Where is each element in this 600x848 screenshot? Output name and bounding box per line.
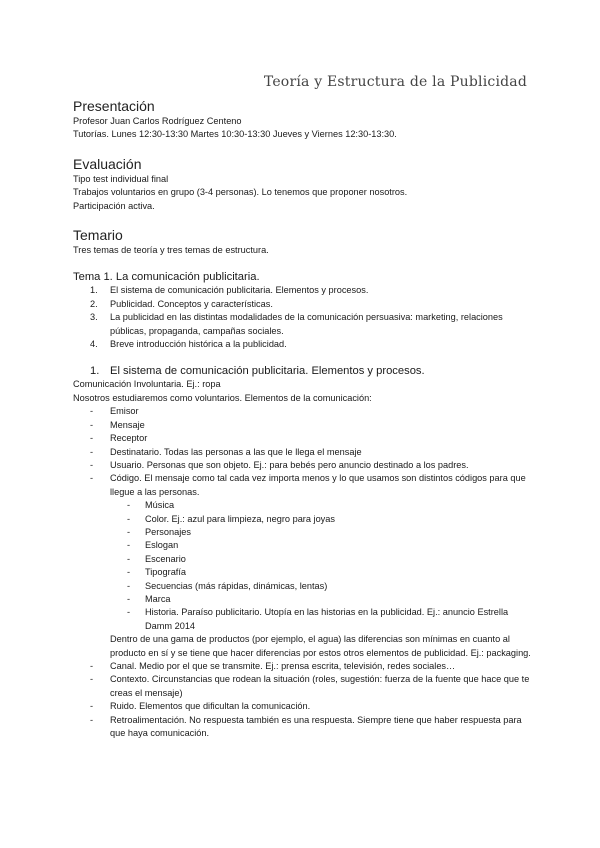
list-item	[73, 539, 533, 552]
item-number: 4.	[90, 339, 98, 350]
list-item	[73, 405, 533, 418]
item-text: Publicidad. Conceptos y características.	[110, 298, 273, 309]
tema-items-list	[73, 284, 533, 351]
list-item	[73, 446, 533, 459]
section-line: Comunicación Involuntaria. Ej.: ropa	[73, 379, 221, 390]
list-item	[73, 513, 533, 526]
section-title-text: El sistema de comunicación publicitaria. Elementos y procesos.	[110, 365, 425, 378]
dash-bullet: -	[127, 607, 131, 618]
section-title	[73, 364, 533, 378]
list-item	[73, 499, 533, 512]
list-item	[73, 673, 533, 700]
list-item	[73, 472, 533, 499]
item-text: Mensaje	[110, 419, 145, 430]
section-number: 1.	[90, 365, 100, 378]
item-text: Emisor	[110, 406, 139, 417]
item-text: Color. Ej.: azul para limpieza, negro para joyas	[145, 513, 335, 524]
dash-bullet: -	[127, 567, 131, 578]
dash-bullet: -	[127, 526, 131, 537]
item-text: Historia. Paraíso publicitario. Utopía en las historias en la publicidad. Ej.: anuncio Estrella Damm 2014	[145, 607, 509, 631]
dash-bullet: -	[90, 419, 94, 430]
dash-bullet: -	[90, 433, 94, 444]
list-item	[73, 284, 533, 297]
tema-title: Tema 1. La comunicación publicitaria.	[73, 271, 260, 284]
item-text: Destinatario. Todas las personas a las que le llega el mensaje	[110, 446, 362, 457]
dash-bullet: -	[90, 714, 94, 725]
evaluacion-line: Participación activa.	[73, 200, 155, 211]
dash-bullet: -	[127, 580, 131, 591]
dash-bullet: -	[127, 513, 131, 524]
dash-bullet: -	[127, 553, 131, 564]
list-item	[73, 298, 533, 311]
document-body	[73, 97, 533, 740]
list-item	[73, 580, 533, 593]
item-text: Receptor	[110, 433, 148, 444]
item-text: Tipografía	[145, 567, 187, 578]
dash-bullet: -	[127, 540, 131, 551]
item-text: Música	[145, 500, 175, 511]
item-text: Usuario. Personas que son objeto. Ej.: para bebés pero anuncio destinado a los padres.	[110, 459, 469, 470]
list-item	[73, 660, 533, 673]
list-item	[73, 311, 533, 338]
item-text: Ruido. Elementos que dificultan la comunicación.	[110, 701, 311, 712]
item-text: Personajes	[145, 526, 191, 537]
dash-bullet: -	[90, 446, 94, 457]
evaluacion-line: Trabajos voluntarios en grupo (3-4 personas). Lo tenemos que proponer nosotros.	[73, 187, 408, 198]
list-item	[73, 593, 533, 606]
codigos-list	[73, 499, 533, 633]
item-text: Eslogan	[145, 540, 179, 551]
item-text: Retroalimentación. No respuesta también es una respuesta. Siempre tiene que haber respuesta para que haya comunicación.	[110, 714, 522, 739]
list-item	[73, 606, 533, 633]
presentacion-line: Profesor Juan Carlos Rodríguez Centeno	[73, 116, 242, 126]
dash-bullet: -	[90, 459, 94, 470]
list-item	[73, 566, 533, 579]
document-header-title: Teoría y Estructura de la Publicidad	[263, 74, 527, 90]
evaluacion-line: Tipo test individual final	[73, 173, 169, 184]
dash-bullet: -	[90, 473, 94, 484]
item-text: Contexto. Circunstancias que rodean la situación (roles, sugestión: fuerza de la fuente que hace que te creas el mensaje)	[110, 674, 530, 698]
item-number: 1.	[90, 285, 98, 296]
communication-elements-list	[73, 405, 533, 499]
communication-elements-list-2	[73, 660, 533, 740]
list-item	[73, 700, 533, 713]
presentacion-heading: Presentación	[73, 98, 155, 114]
evaluacion-heading: Evaluación	[73, 155, 142, 172]
list-item	[73, 526, 533, 539]
item-number: 3.	[90, 312, 98, 323]
presentacion-line: Tutorías. Lunes 12:30-13:30 Martes 10:30-13:30 Jueves y Viernes 12:30-13:30.	[73, 129, 397, 140]
list-item	[73, 338, 533, 351]
dash-bullet: -	[90, 674, 94, 685]
codigo-paragraph: Dentro de una gama de productos (por ejemplo, el agua) las diferencias son mínimas en cuanto al producto en sí y se tiene que hacer diferencias por estos otros elementos de publicidad. Ej.: packaging.	[110, 634, 531, 658]
list-item	[73, 459, 533, 472]
list-item	[73, 419, 533, 432]
item-text: Breve introducción histórica a la publicidad.	[110, 339, 287, 350]
dash-bullet: -	[90, 661, 94, 671]
temario-intro: Tres temas de teoría y tres temas de estructura.	[73, 245, 269, 256]
temario-heading: Temario	[73, 227, 123, 244]
item-text: Código. El mensaje como tal cada vez importa menos y lo que usamos son distintos códigos para que llegue a las personas.	[110, 473, 526, 497]
item-text: El sistema de comunicación publicitaria. Elementos y procesos.	[110, 285, 369, 296]
item-number: 2.	[90, 298, 98, 309]
item-text: Canal. Medio por el que se transmite. Ej.: prensa escrita, televisión, redes sociales…	[110, 661, 456, 671]
dash-bullet: -	[127, 593, 131, 604]
dash-bullet: -	[90, 406, 94, 417]
list-item	[73, 432, 533, 445]
list-item	[73, 553, 533, 566]
item-text: La publicidad en las distintas modalidades de la comunicación persuasiva: marketing, relaciones públicas, propaganda, campañas sociales.	[110, 312, 503, 336]
item-text: Secuencias (más rápidas, dinámicas, lentas)	[145, 580, 328, 591]
dash-bullet: -	[127, 500, 131, 511]
dash-bullet: -	[90, 701, 94, 712]
item-text: Marca	[145, 593, 171, 604]
list-item	[73, 714, 533, 741]
section-line: Nosotros estudiaremos como voluntarios. Elementos de la comunicación:	[73, 392, 372, 403]
item-text: Escenario	[145, 553, 186, 564]
